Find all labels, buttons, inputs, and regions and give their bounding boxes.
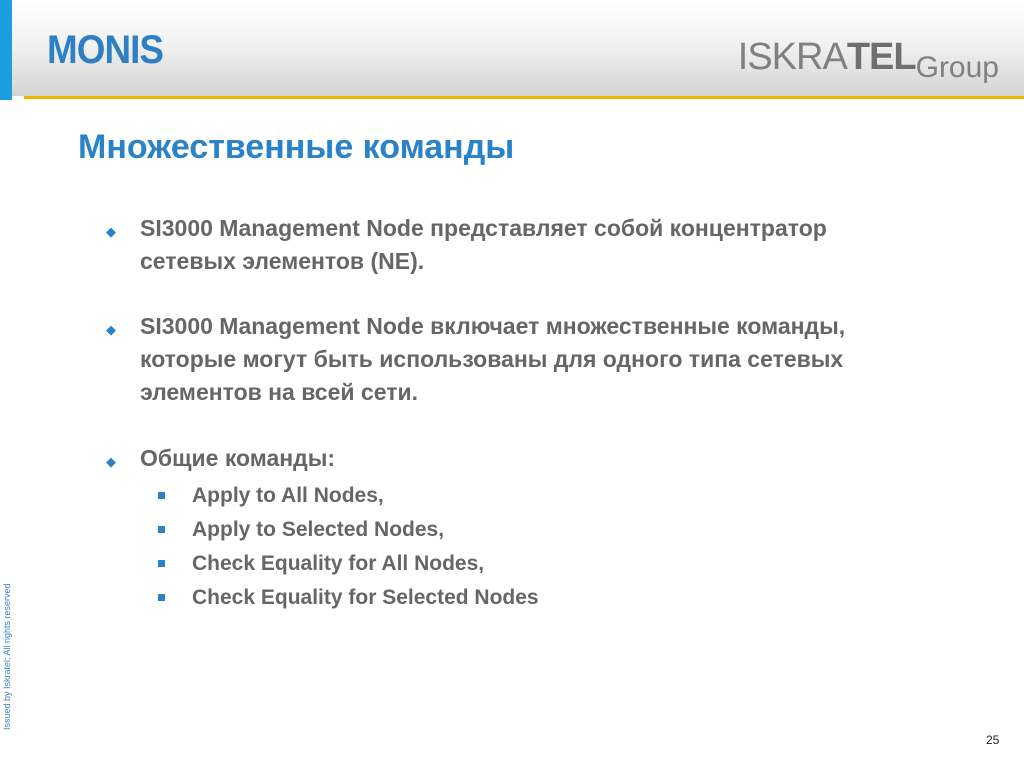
bullet-item <box>106 442 926 475</box>
logo-part-group: Group <box>915 51 999 84</box>
bullet-text: SI3000 Management Node включает множественные команды, которые могут быть использованы для одного типа сетевых элементов на всей сети. <box>140 313 846 405</box>
square-bullet-icon <box>158 526 165 533</box>
iskratel-group-logo <box>737 36 999 84</box>
sub-bullet-item <box>158 581 926 615</box>
sub-bullet-text: Check Equality for All Nodes, <box>192 552 485 575</box>
header-divider <box>24 96 1024 99</box>
bullet-text: SI3000 Management Node представляет собой концентратор сетевых элементов (NE). <box>140 215 827 274</box>
sub-bullet-text: Apply to All Nodes, <box>192 484 384 507</box>
diamond-bullet-icon: ◆ <box>106 454 116 469</box>
diamond-bullet-icon: ◆ <box>106 224 116 239</box>
bullet-text: Общие команды: <box>140 445 336 471</box>
slide-content <box>106 212 926 615</box>
sub-bullet-list <box>106 479 926 615</box>
square-bullet-icon <box>158 594 165 601</box>
bullet-item <box>106 310 926 409</box>
left-accent-stripe <box>0 0 12 100</box>
monis-logo: MONIS <box>47 28 164 72</box>
bullet-item <box>106 212 926 278</box>
sub-bullet-item <box>158 479 926 513</box>
logo-part-tel: TEL <box>846 36 916 78</box>
logo-part-iskra: ISKRA <box>737 36 847 78</box>
copyright-side-text: Issued by Iskratel; All rights reserved <box>2 583 12 730</box>
page-number: 25 <box>986 733 1000 747</box>
slide-title: Множественные команды <box>78 128 515 166</box>
sub-bullet-text: Apply to Selected Nodes, <box>192 518 445 541</box>
sub-bullet-text: Check Equality for Selected Nodes <box>192 586 539 609</box>
square-bullet-icon <box>158 560 165 567</box>
diamond-bullet-icon: ◆ <box>106 322 116 337</box>
square-bullet-icon <box>158 492 165 499</box>
sub-bullet-item <box>158 513 926 547</box>
sub-bullet-item <box>158 547 926 581</box>
